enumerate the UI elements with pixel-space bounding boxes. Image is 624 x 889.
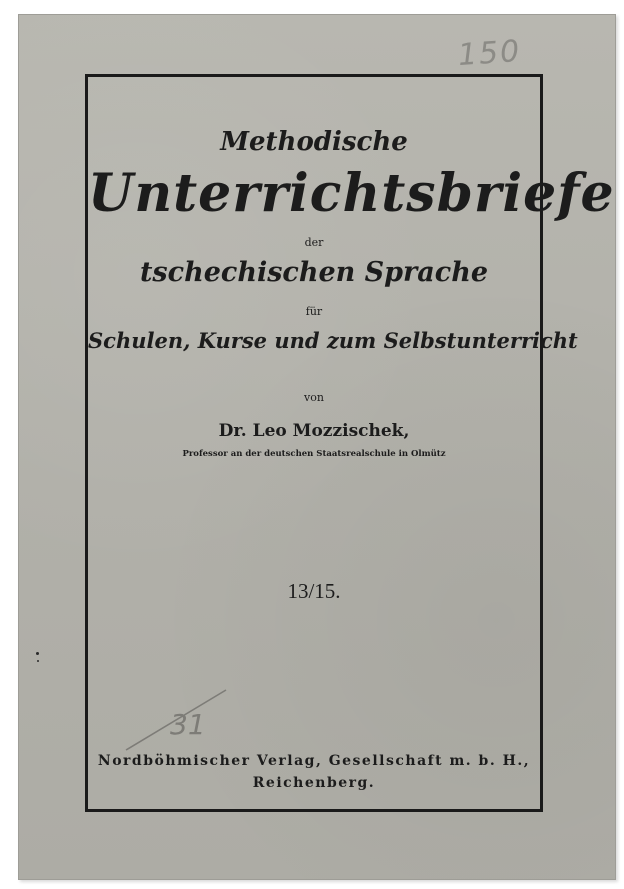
book-cover bbox=[18, 14, 616, 880]
pencil-mark-number: 31 bbox=[170, 708, 206, 741]
publisher-city: Reichenberg. bbox=[252, 775, 376, 791]
subject-title: tschechischen Sprache bbox=[139, 257, 489, 288]
connector-der: der bbox=[304, 236, 324, 249]
main-title: Unterrichtsbriefe bbox=[88, 163, 615, 224]
connector-fuer: für bbox=[305, 305, 323, 318]
issue-number: 13/15. bbox=[287, 579, 341, 603]
pencil-scribble bbox=[118, 682, 248, 762]
paper-speck bbox=[36, 652, 39, 655]
audience-line: Schulen, Kurse und zum Selbstunterricht bbox=[88, 328, 578, 353]
author-name: Dr. Leo Mozzischek, bbox=[218, 421, 410, 441]
publisher-name: Nordböhmischer Verlag, Gesellschaft m. b. H., bbox=[97, 753, 531, 769]
paper-speck bbox=[37, 660, 39, 662]
title-line-1: Methodische bbox=[220, 127, 408, 157]
author-affiliation: Professor an der deutschen Staatsrealschule in Olmütz bbox=[182, 449, 446, 459]
pencil-price-note: 150 bbox=[456, 33, 523, 74]
connector-von: von bbox=[304, 391, 324, 404]
